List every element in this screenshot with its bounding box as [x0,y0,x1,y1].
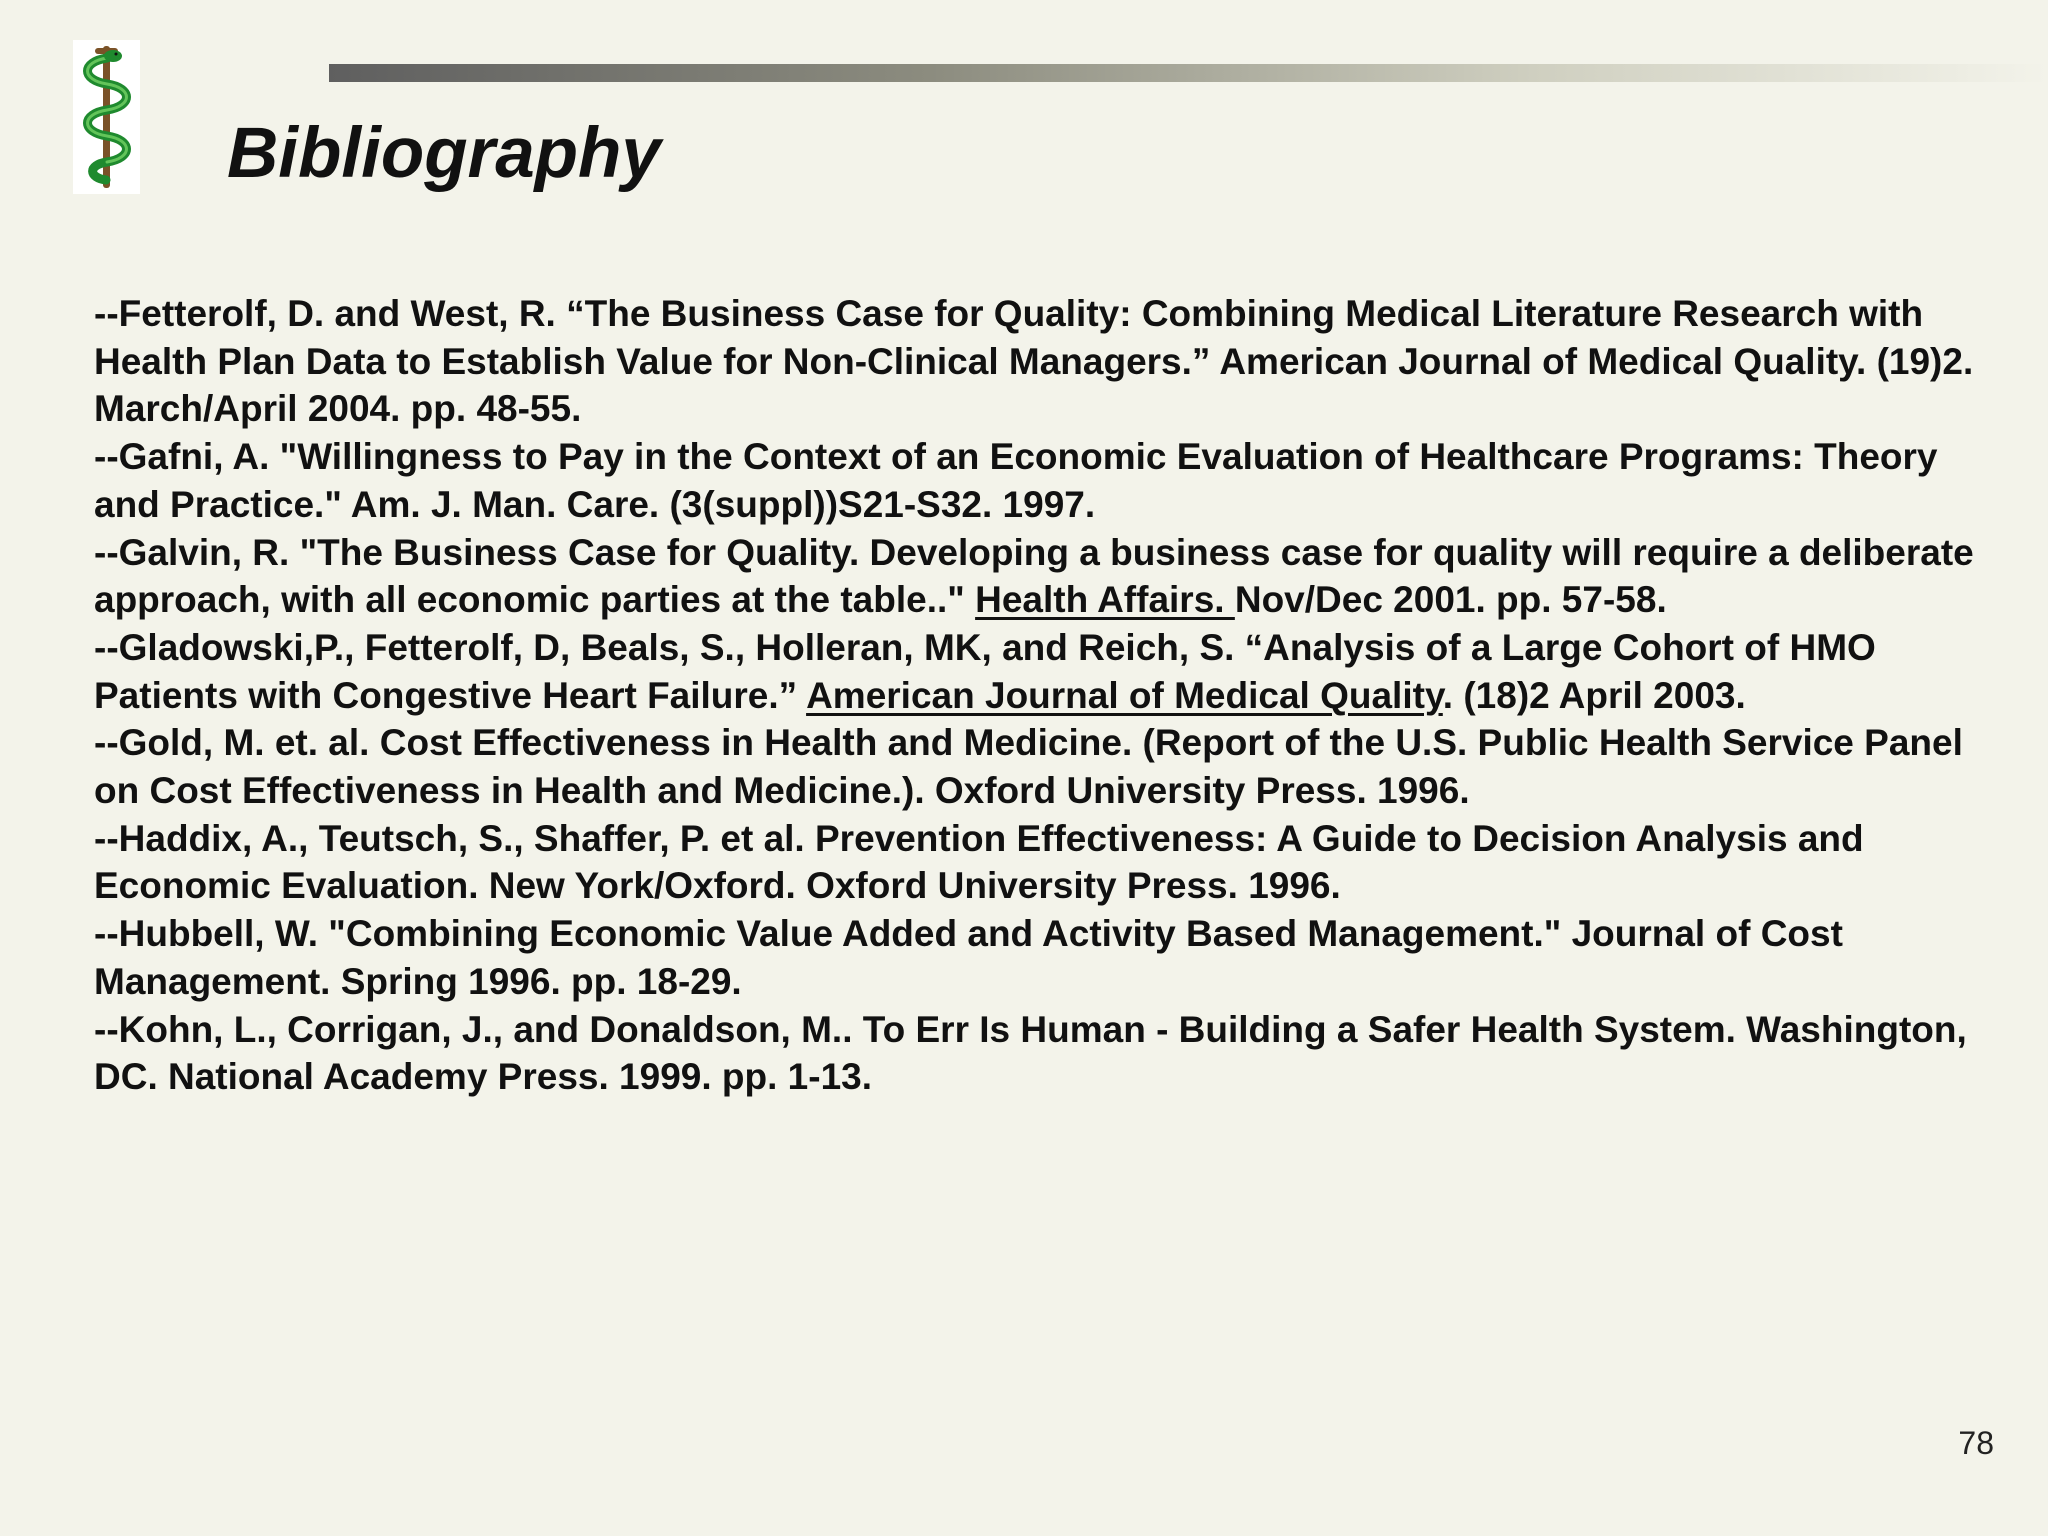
reference-item: --Hubbell, W. "Combining Economic Value Added and Activity Based Management." Journal of Cost Management. Spring 1996. pp. 18-29. [94,913,1843,1002]
reference-list [94,290,1994,1101]
journal-title: Health Affairs. [975,579,1235,621]
reference-item: --Kohn, L., Corrigan, J., and Donaldson, M.. To Err Is Human - Building a Safer Health System. Washington, DC. National Academy Press. 1999. pp. 1-13. [94,1008,1967,1098]
reference-item: --Fetterolf, D. and West, R. “The Business Case for Quality: Combining Medical Literature Research with Health Plan Data to Establish Value for Non-Clinical Managers.” American Journal of Medical Quality. (19)2. March/April 2004. pp. 48-55. [94,293,1974,430]
page-title: Bibliography [227,114,661,193]
reference-item: --Galvin, R. "The Business Case for Quality. Developing a business case for quality will require a deliberate approach, with all economic parties at the table.." Health Affairs. Nov/Dec 2001. pp. 57-58. [94,531,1974,621]
reference-item: --Gafni, A. "Willingness to Pay in the Context of an Economic Evaluation of Healthcare Programs: Theory and Practice." Am. J. Man. Care. (3(suppl))S21-S32. 1997. [94,436,1938,525]
reference-item: --Gladowski,P., Fetterolf, D, Beals, S., Holleran, MK, and Reich, S. “Analysis of a Large Cohort of HMO Patients with Congestive Heart Failure.” American Journal of Medical Quality. (18)2 April 2003. [94,626,1876,716]
reference-item: --Gold, M. et. al. Cost Effectiveness in Health and Medicine. (Report of the U.S. Public Health Service Panel on Cost Effectiveness in Health and Medicine.). Oxford University Press. 1996. [94,722,1963,812]
reference-item: --Haddix, A., Teutsch, S., Shaffer, P. et al. Prevention Effectiveness: A Guide to Decision Analysis and Economic Evaluation. New York/Oxford. Oxford University Press. 1996. [94,817,1864,907]
journal-title: American Journal of Medical Quality [806,674,1443,716]
page-number: 78 [1958,1425,1994,1461]
rod-of-asclepius-icon [73,40,140,194]
title-decoration-bar [329,64,2048,82]
